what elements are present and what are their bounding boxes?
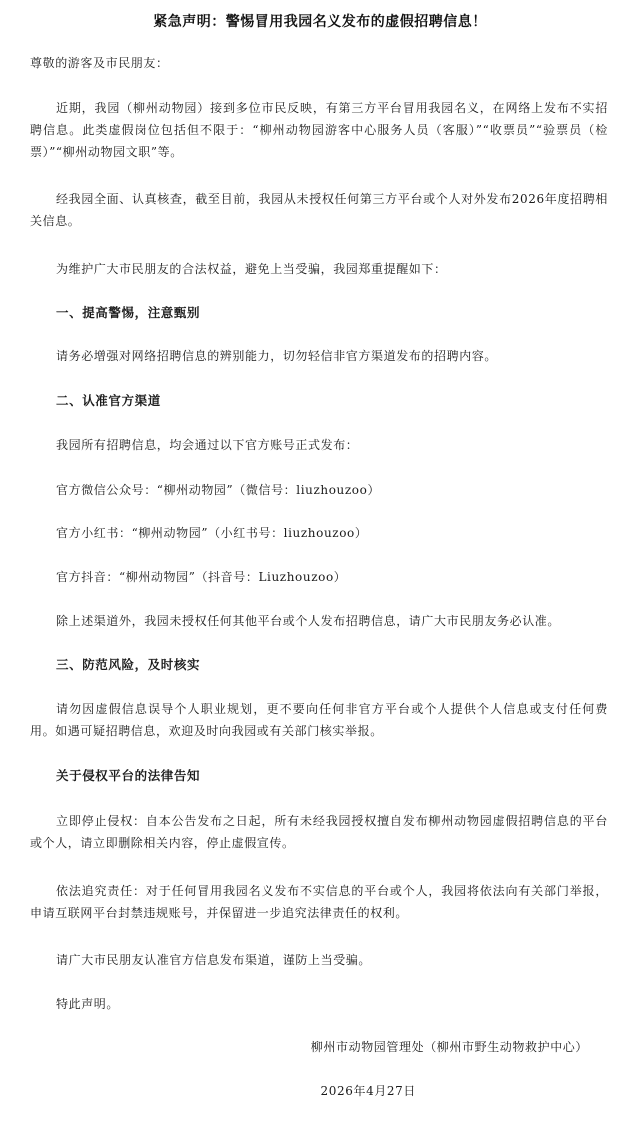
paragraph-caution: 请务必增强对网络招聘信息的辨别能力，切勿轻信非官方渠道发布的招聘内容。 xyxy=(56,349,498,363)
page-title: 紧急声明：警惕冒用我园名义发布的虚假招聘信息！ xyxy=(153,14,487,30)
paragraph-intro: 近期，我园（柳州动物园）接到多位市民反映，有第三方平台冒用我园名义，在网络上发布不实招聘信息。此类虚假岗位包括但不限于：“柳州动物园游客中心服务人员（客服）”“收票员”“验票员（检票）”“柳州动物园文职”等。 xyxy=(30,101,608,159)
paragraph-verification: 经我园全面、认真核查，截至目前，我园从未授权任何第三方平台或个人对外发布2026年度招聘相关信息。 xyxy=(30,192,608,228)
section-heading-1: 一、提高警惕，注意甄别 xyxy=(56,305,201,320)
signature: 柳州市动物园管理处（柳州市野生动物救护中心） xyxy=(310,1040,588,1054)
channel-douyin: 官方抖音：“柳州动物园”（抖音号：Liuzhouzoo） xyxy=(56,570,347,584)
section-heading-2: 二、认准官方渠道 xyxy=(56,393,161,408)
paragraph-stop-infringement: 立即停止侵权：自本公告发布之日起，所有未经我园授权擅自发布柳州动物园虚假招聘信息的平台或个人，请立即删除相关内容，停止虚假宣传。 xyxy=(30,814,608,850)
salutation: 尊敬的游客及市民朋友： xyxy=(30,56,169,70)
channel-xiaohongshu: 官方小红书：“柳州动物园”（小红书号：liuzhouzoo） xyxy=(56,526,368,540)
paragraph-official-channels: 我园所有招聘信息，均会通过以下官方账号正式发布： xyxy=(56,438,359,452)
legal-notice-heading: 关于侵权平台的法律告知 xyxy=(56,768,201,783)
section-heading-3: 三、防范风险，及时核实 xyxy=(56,657,201,672)
paragraph-risk: 请勿因虚假信息误导个人职业规划，更不要向任何非官方平台或个人提供个人信息或支付任何费用。如遇可疑招聘信息，欢迎及时向我园或有关部门核实举报。 xyxy=(30,702,608,738)
date: 2026年4月27日 xyxy=(320,1084,416,1098)
paragraph-statement: 特此声明。 xyxy=(56,997,120,1011)
channel-wechat: 官方微信公众号：“柳州动物园”（微信号：liuzhouzoo） xyxy=(56,483,381,497)
paragraph-legal-liability: 依法追究责任：对于任何冒用我园名义发布不实信息的平台或个人，我园将依法向有关部门举报，申请互联网平台封禁违规账号，并保留进一步追究法律责任的权利。 xyxy=(30,884,608,920)
paragraph-closing: 请广大市民朋友认准官方信息发布渠道，谨防上当受骗。 xyxy=(56,953,372,967)
paragraph-only-channels: 除上述渠道外，我园未授权任何其他平台或个人发布招聘信息，请广大市民朋友务必认准。 xyxy=(56,614,561,628)
paragraph-reminder: 为维护广大市民朋友的合法权益，避免上当受骗，我园郑重提醒如下： xyxy=(56,262,447,276)
